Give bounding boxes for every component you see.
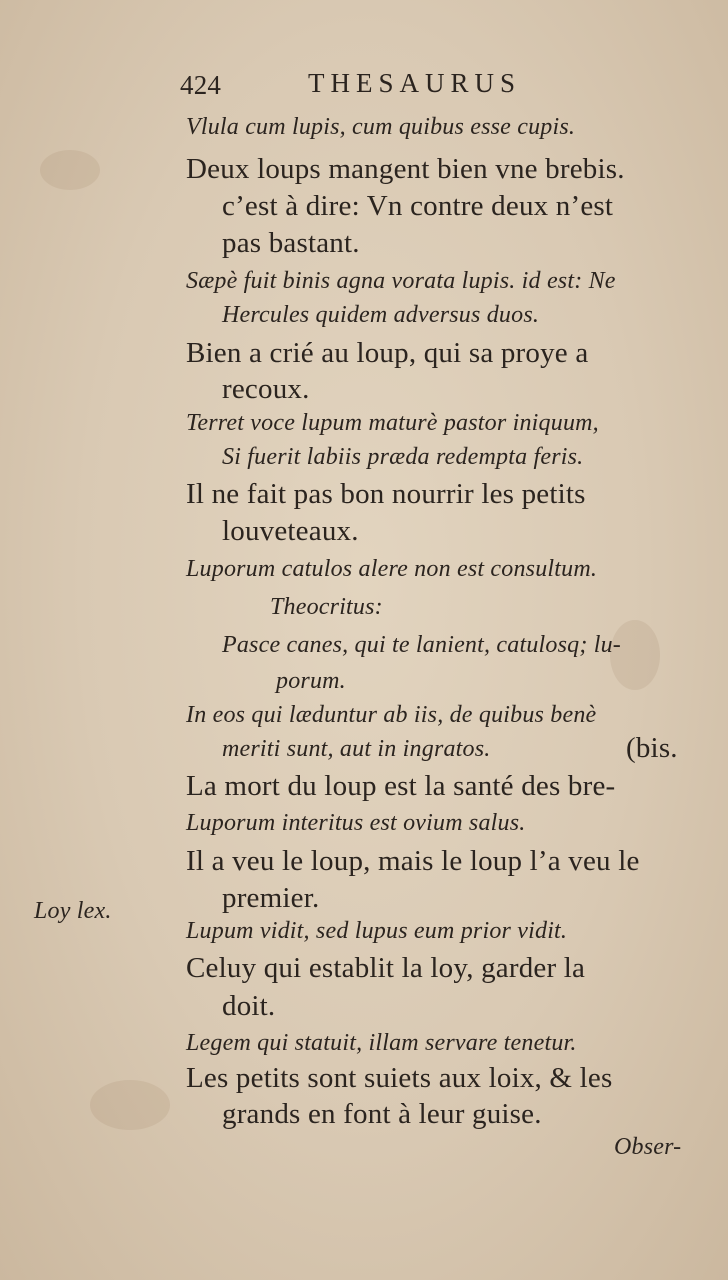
text-line: premier. (222, 882, 320, 914)
text-line: Pasce canes, qui te lanient, catulosq; lu- (222, 632, 621, 658)
running-title: THESAURUS (308, 68, 522, 98)
text-line: c’est à dire: Vn contre deux n’est (222, 190, 614, 222)
text-line: In eos qui læduntur ab iis, de quibus benè (186, 702, 597, 728)
text-line: doit. (222, 990, 276, 1022)
catchword: Obser- (614, 1134, 682, 1160)
text-line: Vlula cum lupis, cum quibus esse cupis. (186, 114, 576, 140)
text-line: Deux loups mangent bien vne brebis. (186, 153, 625, 185)
text-line: recoux. (222, 373, 310, 405)
text-line: Theocritus: (270, 594, 383, 620)
text-line: Legem qui statuit, illam servare tenetur. (186, 1030, 577, 1056)
text-line: Luporum catulos alere non est consultum. (186, 556, 598, 582)
text-line: Si fuerit labiis præda redempta feris. (222, 444, 584, 470)
text-line: Lupum vidit, sed lupus eum prior vidit. (186, 918, 568, 944)
text-line: Terret voce lupum maturè pastor iniquum, (186, 410, 599, 436)
text-line: Hercules quidem adversus duos. (222, 302, 540, 328)
text-line: Les petits sont suiets aux loix, & les (186, 1062, 613, 1094)
text-line: Luporum interitus est ovium salus. (186, 810, 526, 836)
text-line: Il ne fait pas bon nourrir les petits (186, 478, 586, 510)
text-line: (bis. (626, 732, 678, 764)
text-line: meriti sunt, aut in ingratos. (222, 736, 491, 762)
paper-stain (40, 150, 100, 190)
page-number: 424 (180, 70, 222, 100)
text-line: porum. (276, 668, 346, 694)
margin-note: Loy lex. (34, 898, 112, 924)
text-line: louveteaux. (222, 515, 359, 547)
text-line: pas bastant. (222, 227, 360, 259)
text-line: La mort du loup est la santé des bre- (186, 770, 616, 802)
text-line: Sæpè fuit binis agna vorata lupis. id est: Ne (186, 268, 616, 294)
text-line: Il a veu le loup, mais le loup l’a veu le (186, 845, 640, 877)
paper-stain (90, 1080, 170, 1130)
text-line: Celuy qui establit la loy, garder la (186, 952, 586, 984)
text-line: grands en font à leur guise. (222, 1098, 542, 1130)
text-line: Bien a crié au loup, qui sa proye a (186, 337, 589, 369)
